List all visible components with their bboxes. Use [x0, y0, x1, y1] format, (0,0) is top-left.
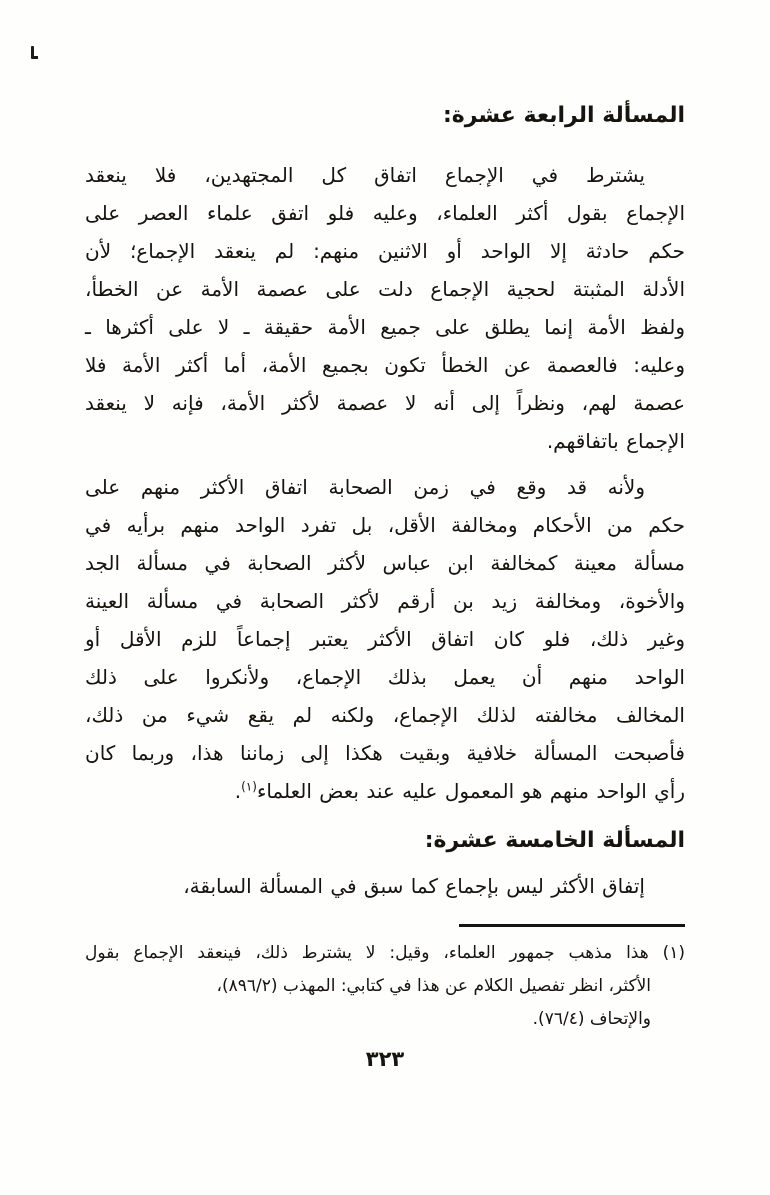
sentence-period: . [234, 779, 242, 803]
footnote-line: والإتحاف (٧٦/٤). [532, 1009, 651, 1029]
text-line: الإجماع باتفاقهم. [546, 429, 685, 453]
paragraph-3 [85, 867, 685, 905]
text-line: يشترط في الإجماع اتفاق كل المجتهدين، فلا ينعقد [85, 163, 645, 187]
scan-artifact-mark [31, 46, 34, 59]
page-number: ٣٢٣ [365, 1047, 405, 1071]
footnote-line: الأكثر، انظر تفصيل الكلام عن هذا في كتابي: المهذب (٨٩٦/٢)، [216, 976, 651, 996]
section-14 [85, 99, 685, 810]
text-line: رأي الواحد منهم هو المعمول عليه عند بعض العلماء [256, 779, 685, 803]
text-line: مسألة معينة كمخالفة ابن عباس لأكثر الصحابة في مسألة الجد [85, 551, 685, 575]
paragraph-1 [85, 156, 685, 460]
text-line: ولأنه قد وقع في زمن الصحابة اتفاق الأكثر منهم على [85, 475, 645, 499]
text-line-with-footnote-ref [85, 772, 685, 810]
text-line: إتفاق الأكثر ليس بإجماع كما سبق في المسألة السابقة، [183, 874, 645, 898]
text-line: حكم حادثة إلا الواحد أو الاثنين منهم: لم ينعقد الإجماع؛ لأن [85, 239, 685, 263]
text-line: ولفظ الأمة إنما يطلق على جميع الأمة حقيقة ـ لا على أكثرها ـ [85, 315, 685, 339]
text-line: عصمة لهم، ونظراً إلى أنه لا عصمة لأكثر الأمة، فإنه لا ينعقد [85, 391, 685, 415]
footnotes-area [85, 924, 685, 1036]
text-line: فأصبحت المسألة خلافية وبقيت هكذا إلى زماننا هذا، وربما كان [85, 741, 685, 765]
text-line: وعليه: فالعصمة عن الخطأ تكون بجميع الأمة، أما أكثر الأمة فلا [85, 353, 685, 377]
section-heading-14: المسألة الرابعة عشرة: [442, 103, 685, 128]
text-line: المخالف مخالفته لذلك الإجماع، ولكنه لم يقع شيء من ذلك، [85, 703, 685, 727]
section-15 [85, 824, 685, 905]
paragraph-2 [85, 468, 685, 810]
text-line: الإجماع بقول أكثر العلماء، وعليه فلو اتفق علماء العصر على [85, 201, 685, 225]
text-line: الأدلة المثبتة لحجية الإجماع دلت على عصمة الأمة عن الخطأ، [85, 277, 685, 301]
text-line: والأخوة، ومخالفة زيد بن أرقم لأكثر الصحابة في مسألة العينة [85, 589, 685, 613]
section-heading-15: المسألة الخامسة عشرة: [424, 828, 685, 853]
footnote-separator [459, 924, 685, 927]
text-line: وغير ذلك، فلو كان اتفاق الأكثر يعتبر إجماعاً للزم الأقل أو [85, 627, 685, 651]
footnote-line: (١) هذا مذهب جمهور العلماء، وقيل: لا يشترط ذلك، فينعقد الإجماع بقول [85, 943, 685, 963]
text-line: حكم من الأحكام ومخالفة الأقل، بل تفرد الواحد منهم برأيه في [85, 513, 685, 537]
footnote-reference: (١) [241, 779, 257, 794]
page-content [85, 99, 685, 913]
text-line: الواحد منهم أن يعمل بذلك الإجماع، ولأنكروا على ذلك [85, 665, 685, 689]
